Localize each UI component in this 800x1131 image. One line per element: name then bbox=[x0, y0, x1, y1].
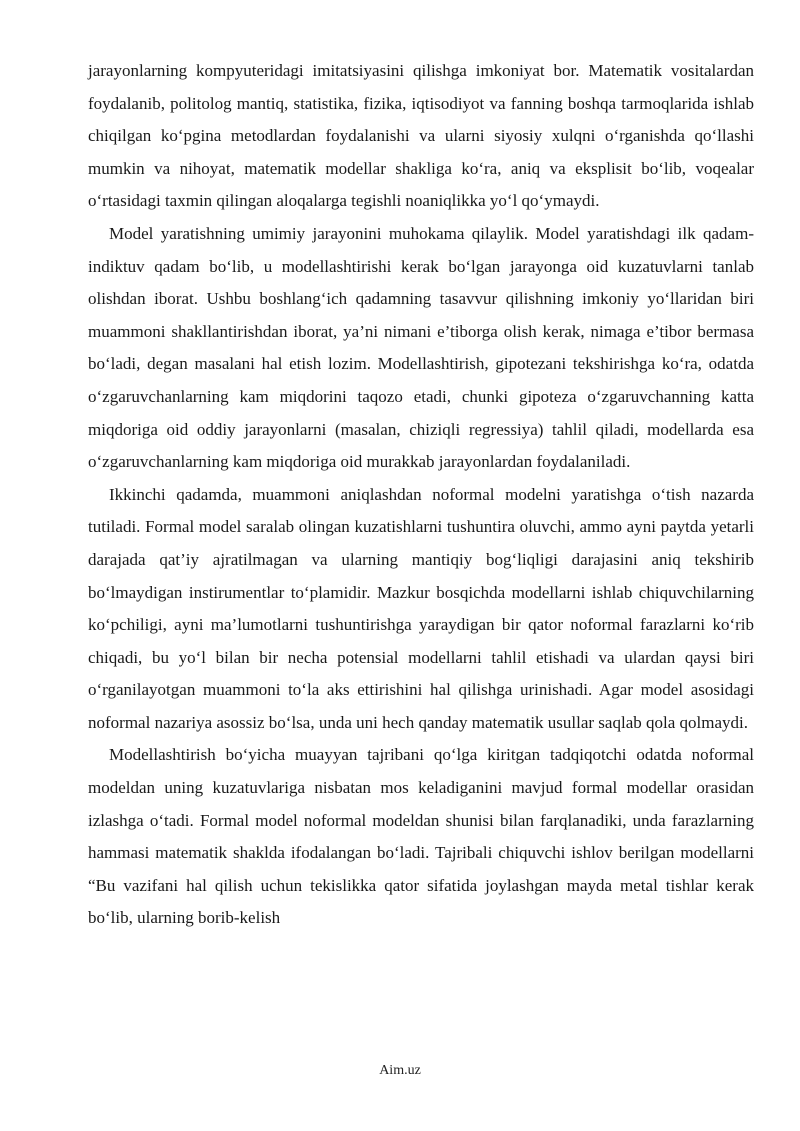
paragraph-2: Model yaratishning umimiy jarayonini muhokama qilaylik. Model yaratishdagi ilk qadam-indiktuv qadam bo‘lib, u modellashtirishi kerak bo‘lgan jarayonga oid kuzatuvlarni tanlab olishdan iborat. Ushbu boshlang‘ich qadamning tasavvur qilishning imkoniy yo‘llaridan biri muammoni shakllantirishdan iborat, ya’ni nimani e’tiborga olish kerak, nimaga e’tibor bermasa bo‘ladi, degan masalani hal etish lozim. Modellashtirish, gipotezani tekshirishga ko‘ra, odatda o‘zgaruvchanlarning kam miqdorini taqozo etadi, chunki gipoteza o‘zgaruvchanning katta miqdoriga oid oddiy jarayonlarni (masalan, chiziqli regressiya) tahlil qiladi, modellarda esa o‘zgaruvchanlarning kam miqdoriga oid murakkab jarayonlardan foydalaniladi. bbox=[88, 223, 754, 472]
page-footer: Aim.uz bbox=[379, 1063, 421, 1078]
document-body bbox=[88, 55, 754, 935]
paragraph-4: Modellashtirish bo‘yicha muayyan tajribani qo‘lga kiritgan tadqiqotchi odatda noformal modeldan uning kuzatuvlariga nisbatan mos keladiganini mavjud formal modellar orasidan izlashga o‘tadi. Formal model noformal modeldan shunisi bilan farqlanadiki, unda farazlarning hammasi matematik shaklda ifodalangan bo‘ladi. Tajribali chiquvchi ishlov berilgan modellarni “Bu vazifani hal qilish uchun tekislikka qator sifatida joylashgan mayda metal tishlar kerak bo‘lib, ularning borib-kelish bbox=[88, 745, 754, 928]
paragraph-3: Ikkinchi qadamda, muammoni aniqlashdan noformal modelni yaratishga o‘tish nazarda tutiladi. Formal model saralab olingan kuzatishlarni tushuntira oluvchi, ammo ayni paytda yetarli darajada qat’iy ajratilmagan va ularning mantiqiy bog‘liqligi darajasini aniq tekshirib bo‘lmaydigan instirumentlar to‘plamidir. Mazkur bosqichda modellarni ishlab chiquvchilarning ko‘pchiligi, ayni ma’lumotlarni tushuntirishga yaraydigan bir qator noformal farazlarni ko‘rib chiqadi, bu yo‘l bilan bir necha potensial modellarni tahlil etishadi va ulardan qaysi biri o‘rganilayotgan muammoni to‘la aks ettirishini hal qilishga urinishadi. Agar model asosidagi noformal nazariya asossiz bo‘lsa, unda uni hech qanday matematik usullar saqlab qola qolmaydi. bbox=[88, 484, 754, 732]
paragraph-1: jarayonlarning kompyuteridagi imitatsiyasini qilishga imkoniyat bor. Matematik vositalardan foydalanib, politolog mantiq, statistika, fizika, iqtisodiyot va fanning boshqa tarmoqlarida ishlab chiqilgan ko‘pgina metodlardan foydalanishi va ularni siyosiy xulqni o‘rganishda qo‘llashi mumkin va nihoyat, matematik modellar shakliga ko‘ra, aniq va eksplisit bo‘lib, voqealar o‘rtasidagi taxmin qilingan aloqalarga tegishli noaniqlikka yo‘l qo‘ymaydi. bbox=[88, 61, 754, 211]
